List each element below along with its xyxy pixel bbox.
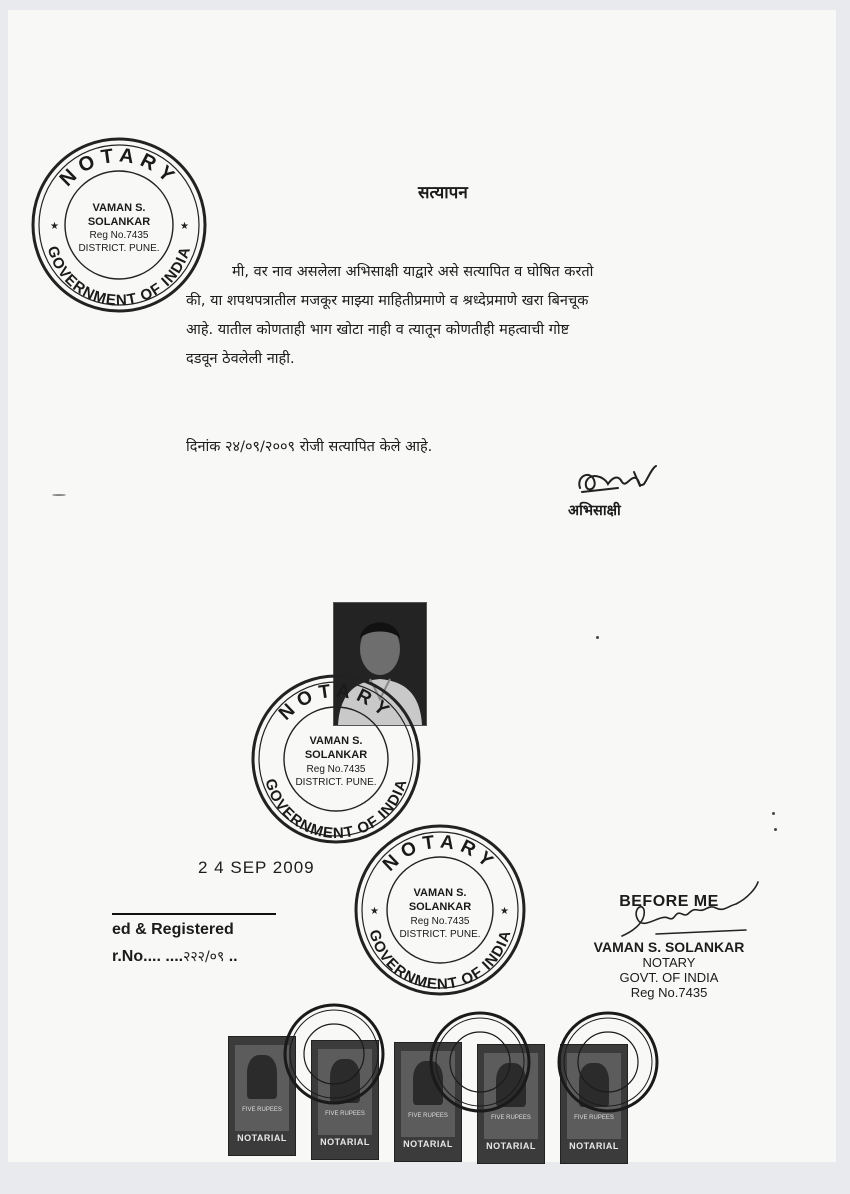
deponent-signature [574,458,666,500]
seal-name-line1: VAMAN S. [309,735,363,747]
stamp-label: NOTARIAL [320,1137,370,1147]
seal-name-line2: SOLANKAR [304,749,368,761]
seal-top-arc-text: NOTARY [378,831,502,876]
registration-number-prefix: r.No.... .... [112,948,184,965]
page-title: सत्यापन [418,183,468,203]
notary-seal-small [428,1010,532,1114]
star-icon: ★ [180,221,189,232]
seal-name-line1: VAMAN S. [92,202,146,214]
notary-seal-middle [248,674,424,844]
seal-reg: Reg No.7435 [89,230,149,241]
seal-top-arc-text: NOTARY [55,144,183,191]
deponent-label: अभिसाक्षी [568,503,621,519]
stamp-label: NOTARIAL [569,1141,619,1151]
scan-speck [772,812,775,815]
notary-govt: GOVT. OF INDIA [619,970,719,985]
stamp-denomination: FIVE RUPEES [408,1113,448,1119]
stamp-denomination: FIVE RUPEES [242,1107,282,1113]
scan-speck [52,494,66,496]
stamp-label: NOTARIAL [486,1141,536,1151]
seal-name-line1: VAMAN S. [413,887,467,899]
notary-seal-top [28,136,210,314]
stamp-denomination: FIVE RUPEES [574,1115,614,1121]
notary-seal-small [282,1002,386,1106]
stamp-denomination: FIVE RUPEES [325,1111,365,1117]
seal-district: DISTRICT. PUNE. [399,929,481,940]
registration-number-value: २२२/०९ [183,949,225,965]
stamp-label: NOTARIAL [403,1139,453,1149]
scan-speck [774,828,777,831]
emblem-icon [247,1055,277,1099]
paragraph-line: की, या शपथपत्रातील मजकूर माझ्या माहितीप्रमाणे व श्रध्देप्रमाणे खरा बिनचूक [186,293,589,309]
seal-district: DISTRICT. PUNE. [78,243,160,254]
date-stamp: 2 4 SEP 2009 [198,858,315,877]
notary-seal-bottom [352,824,528,996]
paragraph-line: दडवून ठेवलेली नाही. [186,351,295,367]
seal-bottom-arc-text: GOVERNMENT OF INDIA [43,244,195,310]
seal-reg: Reg No.7435 [410,916,470,927]
notary-name: VAMAN S. SOLANKAR [593,939,745,955]
seal-bottom-arc-text: GOVERNMENT OF INDIA [261,776,411,843]
paragraph-line: आहे. यातील कोणताही भाग खोटा नाही व त्यातून कोणतीही महत्वाची गोष्ट [186,322,570,338]
before-me-heading: BEFORE ME [619,893,719,910]
registration-number: r.No.... ....२२२/०९ .. [112,948,238,965]
verification-paragraph [186,258,728,374]
star-icon: ★ [370,906,379,917]
star-icon: ★ [500,906,509,917]
scan-speck [596,636,599,639]
seal-top-arc-text: NOTARY [274,680,398,725]
stamp-denomination: FIVE RUPEES [491,1115,531,1121]
seal-name-line2: SOLANKAR [408,901,472,913]
notary-reg: Reg No.7435 [630,985,708,1000]
notary-signature [616,880,766,946]
seal-district: DISTRICT. PUNE. [295,777,377,788]
verification-date: दिनांक २४/०९/२००९ रोजी सत्यापित केले आहे. [186,439,433,455]
notary-title: NOTARY [642,955,696,970]
notary-seal-small [556,1010,660,1114]
registration-title: ed & Registered [112,913,276,939]
seal-name-line2: SOLANKAR [87,216,151,228]
star-icon: ★ [50,221,59,232]
seal-reg: Reg No.7435 [306,764,366,775]
seal-bottom-arc-text: GOVERNMENT OF INDIA [365,927,515,994]
registration-stamp [112,913,276,966]
stamp-label: NOTARIAL [237,1133,287,1143]
paragraph-line: मी, वर नाव असलेला अभिसाक्षी याद्वारे असे सत्यापित व घोषित करतो [232,264,594,280]
